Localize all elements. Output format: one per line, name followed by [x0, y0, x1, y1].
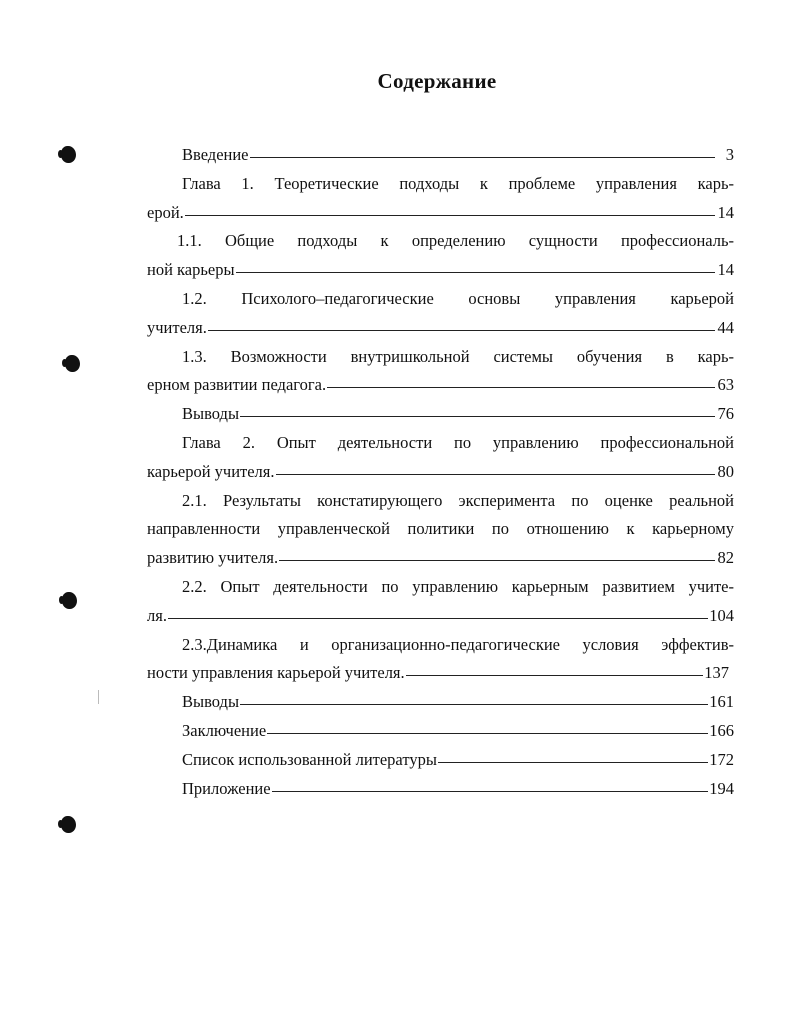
toc-entry-title-line-2: ерном развитии педагога. — [147, 375, 327, 395]
toc-entry-title: Приложение — [182, 778, 271, 798]
punch-hole-icon — [61, 816, 76, 833]
toc-entry-title-line-1: 1.2. Психолого–педагогические основы управления карьерой — [182, 288, 734, 308]
toc-leader-line — [147, 544, 734, 573]
toc-leader-line — [147, 775, 734, 804]
toc-entry-title: Список использованной литературы — [182, 749, 437, 769]
toc-page-number: 76 — [717, 404, 734, 424]
punch-hole-icon — [65, 355, 80, 372]
toc-leader-line — [147, 688, 734, 717]
toc-leader — [208, 330, 715, 331]
toc-entry-title-line-1: 1.1. Общие подходы к определению сущности профессиональ- — [177, 231, 734, 251]
toc-leader-line — [147, 746, 734, 775]
toc-page-number: 3 — [725, 145, 734, 164]
toc-page-number: 194 — [709, 778, 734, 798]
toc-leader — [279, 560, 715, 561]
toc-page-number: 14 — [717, 202, 734, 222]
toc-entry-title-line-2: ерой. — [147, 202, 184, 222]
toc-page-number: 82 — [717, 548, 734, 568]
toc-entry-title: Выводы — [182, 692, 240, 712]
toc-entry-title-line-2: ности управления карьерой учителя. — [147, 663, 405, 683]
toc-leader — [185, 215, 715, 216]
table-of-contents — [147, 141, 734, 803]
toc-entry-title-line-3: развитию учителя. — [147, 548, 279, 568]
toc-entry-title-line-2: ля. — [147, 605, 167, 625]
toc-leader — [438, 762, 708, 763]
toc-leader-line — [147, 141, 734, 170]
toc-leader — [168, 618, 708, 619]
toc-entry-chapter-1[interactable] — [147, 170, 734, 228]
toc-page-number: 166 — [709, 720, 734, 740]
toc-page-number: 172 — [709, 749, 734, 769]
toc-entry-chapter-2[interactable] — [147, 429, 734, 487]
toc-leader-line — [147, 400, 734, 429]
toc-entry-conclusion[interactable] — [147, 717, 734, 746]
toc-entry-title-line-1: 2.2. Опыт деятельности по управлению карьерным развитием учите- — [182, 576, 734, 596]
toc-leader — [272, 791, 709, 792]
toc-page-number: 161 — [709, 692, 734, 712]
toc-entry-section-2-1[interactable] — [147, 487, 734, 573]
punch-hole-icon — [62, 592, 77, 609]
toc-entry-appendix[interactable] — [147, 775, 734, 804]
toc-entry-title-line-2: учителя. — [147, 317, 207, 337]
toc-entry-section-1-1[interactable] — [147, 227, 734, 285]
toc-leader-line — [147, 717, 734, 746]
toc-leader — [240, 416, 715, 417]
toc-leader — [236, 272, 715, 273]
punch-hole-icon — [61, 146, 76, 163]
page-title: Содержание — [377, 69, 497, 93]
toc-entry-title-line-1: 2.3.Динамика и организационно-педагогические условия эффектив- — [182, 634, 734, 654]
toc-entry-title: Введение — [182, 145, 249, 164]
toc-entry-title: Заключение — [182, 720, 267, 740]
toc-entry-section-1-2[interactable] — [147, 285, 734, 343]
toc-entry-title-line-2: ной карьеры — [147, 260, 235, 280]
toc-entry-title-line-2: направленности управленческой политики по отношению к карьерному — [147, 519, 734, 539]
toc-entry-title-line-1: Глава 1. Теоретические подходы к проблеме управления карь- — [182, 173, 734, 193]
toc-page-number: 137 — [704, 663, 729, 683]
toc-leader — [327, 387, 715, 388]
toc-entry-title-line-2: карьерой учителя. — [147, 461, 275, 481]
toc-leader — [250, 157, 715, 158]
toc-page-number: 80 — [717, 461, 734, 481]
toc-leader-line — [147, 256, 734, 285]
toc-page-number: 104 — [709, 605, 734, 625]
toc-entry-conclusions-2[interactable] — [147, 688, 734, 717]
toc-entry-title-line-1: 2.1. Результаты констатирующего эксперимента по оценке реальной — [182, 490, 734, 510]
toc-leader — [240, 704, 708, 705]
toc-leader-line — [147, 314, 734, 343]
toc-entry-section-2-3[interactable] — [147, 631, 734, 689]
toc-entry-section-2-2[interactable] — [147, 573, 734, 631]
toc-leader — [276, 474, 715, 475]
margin-mark — [98, 690, 99, 704]
toc-leader — [406, 675, 704, 676]
toc-leader-line — [147, 602, 734, 631]
toc-entry-section-1-3[interactable] — [147, 343, 734, 401]
toc-entry-introduction[interactable] — [147, 141, 734, 170]
toc-leader-line — [147, 659, 734, 688]
toc-leader-line — [147, 458, 734, 487]
toc-entry-bibliography[interactable] — [147, 746, 734, 775]
toc-entry-title-line-1: 1.3. Возможности внутришкольной системы обучения в карь- — [182, 346, 734, 366]
toc-leader-line — [147, 199, 734, 228]
toc-page-number: 14 — [717, 260, 734, 280]
toc-entry-title-line-1: Глава 2. Опыт деятельности по управлению профессиональной — [182, 432, 734, 452]
toc-page-number: 63 — [717, 375, 734, 395]
toc-leader — [267, 733, 708, 734]
toc-entry-conclusions-1[interactable] — [147, 400, 734, 429]
toc-page-number: 44 — [717, 317, 734, 337]
toc-entry-title: Выводы — [182, 404, 240, 424]
toc-leader-line — [147, 371, 734, 400]
